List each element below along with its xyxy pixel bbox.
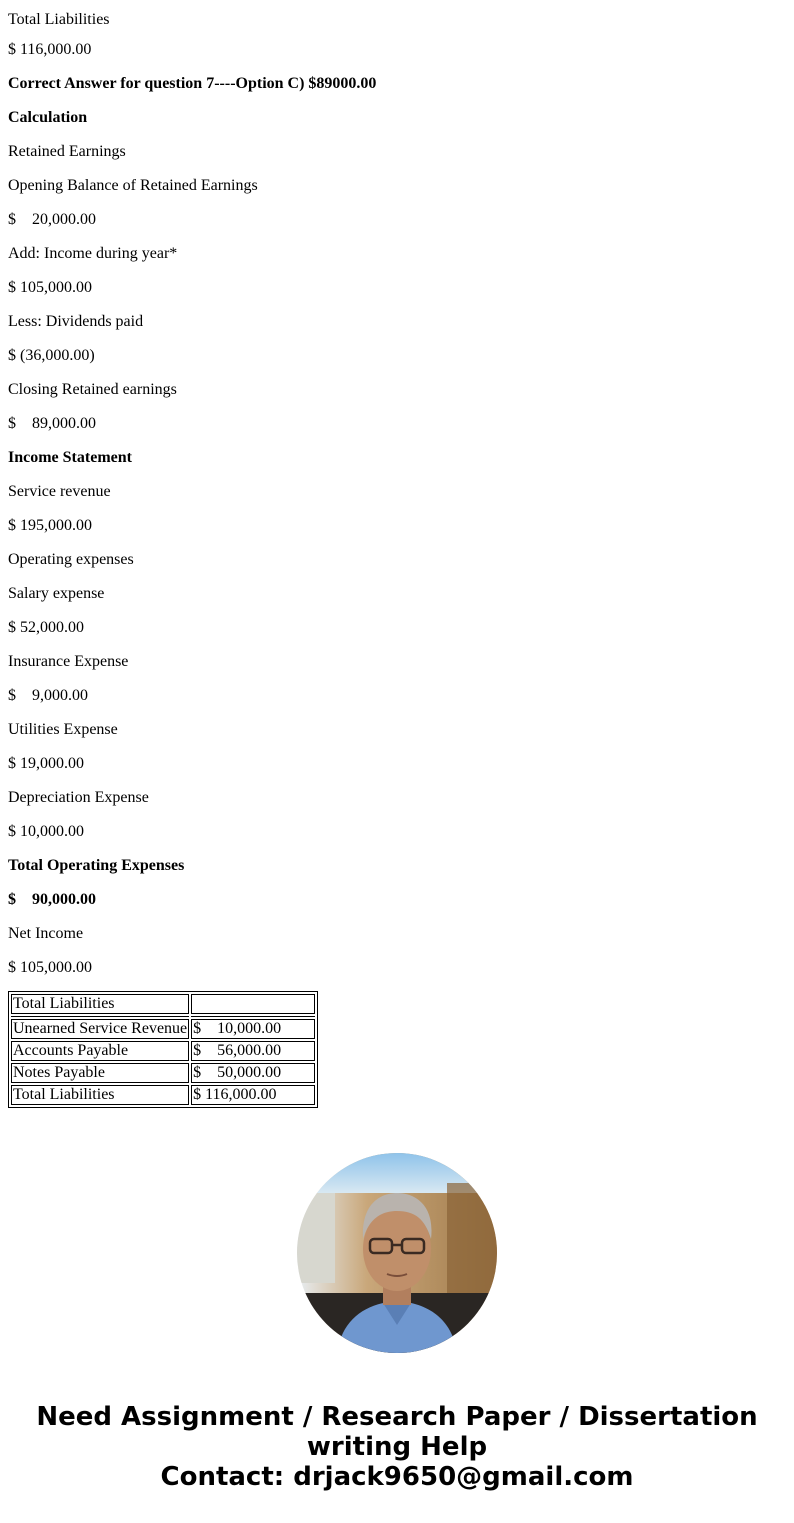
- currency-symbol: $: [8, 687, 16, 704]
- table-cell-label: Notes Payable: [11, 1063, 189, 1083]
- table-cell-value: [191, 994, 315, 1014]
- text-line: $ (36,000.00): [8, 347, 95, 364]
- promo-line: writing Help: [306, 1432, 488, 1462]
- currency-symbol: $: [8, 415, 16, 432]
- promo-line: Need Assignment / Research Paper / Dissertation: [36, 1402, 758, 1432]
- amount-value: 90,000.00: [32, 891, 96, 908]
- text-line: Total Liabilities: [8, 11, 110, 28]
- table-row: [11, 1063, 315, 1083]
- table-row: [11, 1041, 315, 1061]
- table-row: [11, 1016, 315, 1017]
- section-heading-calculation: Calculation: [8, 109, 88, 126]
- total-heading: Total Operating Expenses: [8, 857, 185, 874]
- text-line: $ 105,000.00: [8, 959, 92, 976]
- text-line: Retained Earnings: [8, 143, 126, 160]
- table-cell-label: Accounts Payable: [11, 1041, 189, 1061]
- amount-value: 89,000.00: [32, 415, 96, 432]
- text-line: Net Income: [8, 925, 84, 942]
- text-line: Add: Income during year*: [8, 245, 178, 262]
- table-cell-label: Unearned Service Revenue: [13, 1020, 188, 1037]
- text-line: $ 10,000.00: [8, 823, 84, 840]
- author-avatar: [297, 1153, 497, 1353]
- section-heading-income-statement: Income Statement: [8, 449, 132, 466]
- text-line: $ 19,000.00: [8, 755, 84, 772]
- table-cell-value: [191, 1019, 315, 1039]
- text-line: $ 52,000.00: [8, 619, 84, 636]
- table-row: [11, 994, 315, 1014]
- table-cell-value: [191, 1041, 315, 1061]
- amount-line: [8, 676, 786, 710]
- amount-line: [8, 200, 786, 234]
- answer-heading: Correct Answer for question 7----Option C) $89000.00: [8, 75, 377, 92]
- promo-contact: Contact: drjack9650@gmail.com: [160, 1462, 634, 1492]
- table-row: [11, 1085, 315, 1105]
- text-line: Opening Balance of Retained Earnings: [8, 177, 258, 194]
- text-line: Depreciation Expense: [8, 789, 149, 806]
- currency-symbol: $: [193, 1064, 202, 1081]
- amount-value: 50,000.00: [217, 1064, 282, 1081]
- amount-line: [8, 404, 786, 438]
- text-line: $ 105,000.00: [8, 279, 92, 296]
- text-line: $ 116,000.00: [8, 41, 92, 58]
- currency-symbol: $: [8, 211, 16, 228]
- table-cell-label: Total Liabilities: [11, 994, 189, 1014]
- text-line: Insurance Expense: [8, 653, 129, 670]
- text-line: $ 195,000.00: [8, 517, 92, 534]
- amount-value: 20,000.00: [32, 211, 96, 228]
- text-line: Salary expense: [8, 585, 105, 602]
- text-line: Operating expenses: [8, 551, 134, 568]
- amount-value: 9,000.00: [32, 687, 88, 704]
- table-cell-label: Total Liabilities: [11, 1085, 189, 1105]
- amount-value: 56,000.00: [217, 1042, 282, 1059]
- text-line: Closing Retained earnings: [8, 381, 177, 398]
- currency-symbol: $: [8, 891, 16, 908]
- amount-value: 10,000.00: [217, 1020, 282, 1037]
- table-cell-value: [191, 1063, 315, 1083]
- text-line: Less: Dividends paid: [8, 313, 144, 330]
- author-photo: [297, 1153, 497, 1353]
- text-line: Utilities Expense: [8, 721, 118, 738]
- liabilities-table: [8, 991, 318, 1108]
- promo-banner: [0, 1402, 794, 1492]
- currency-symbol: $: [193, 1020, 202, 1037]
- amount-line: [8, 880, 786, 914]
- table-row: [11, 1019, 315, 1039]
- text-line: Service revenue: [8, 483, 111, 500]
- currency-symbol: $: [193, 1042, 202, 1059]
- table-cell-value: $ 116,000.00: [191, 1085, 315, 1105]
